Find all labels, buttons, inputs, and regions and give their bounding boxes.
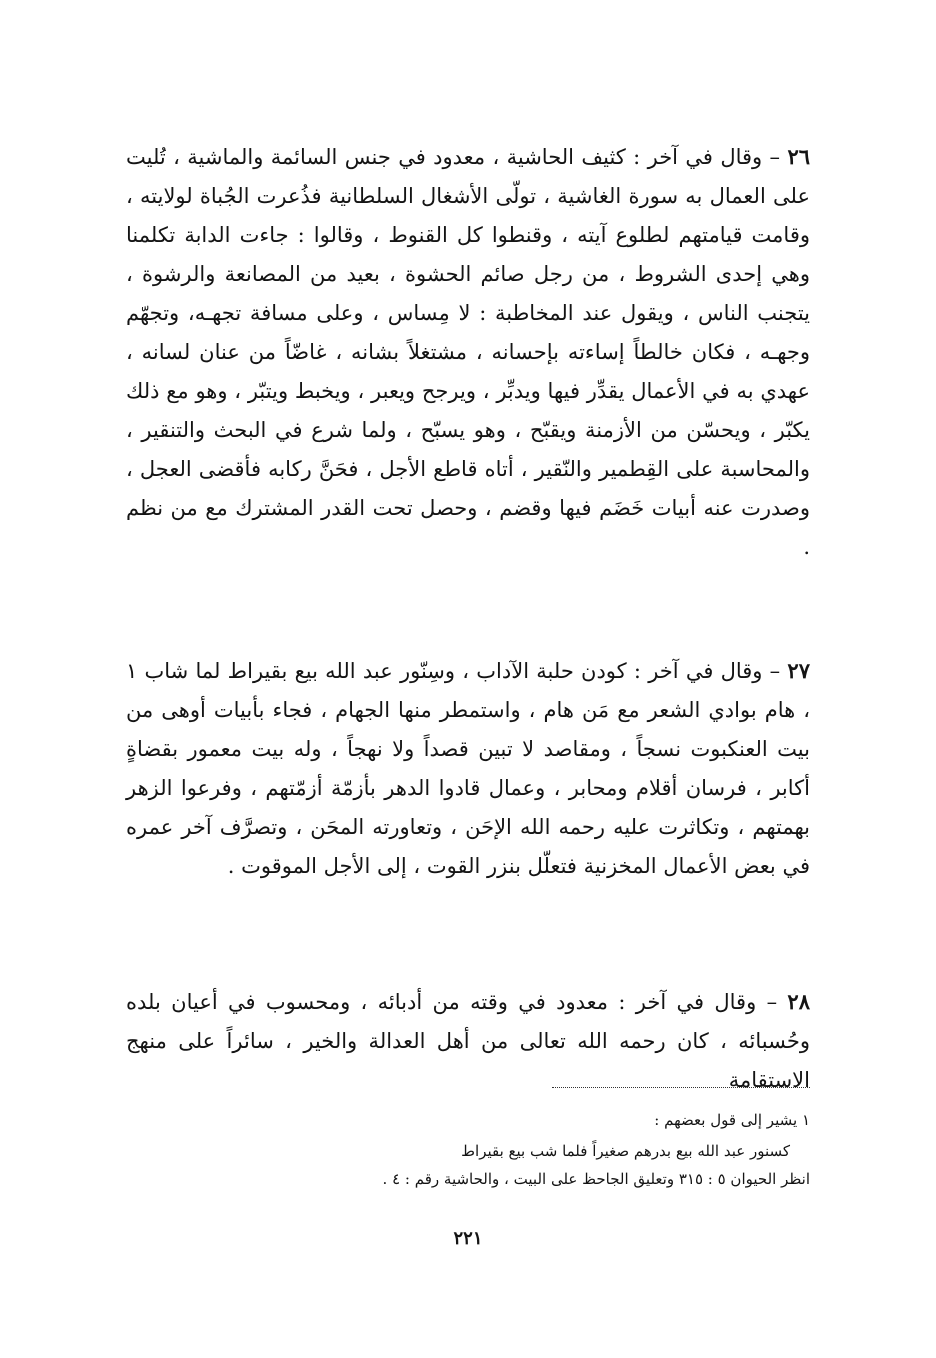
footnote-line: ١ يشير إلى قول بعضهم :: [654, 1111, 810, 1129]
paragraph-27: [126, 651, 810, 886]
footnote-verse: كسنور عبد الله بيع بدرهم صغيراً فلما شب بيع بقيراط: [461, 1142, 790, 1160]
paragraph-28: [126, 982, 810, 1100]
footnote-reference: انظر الحيوان ٥ : ٣١٥ وتعليق الجاحظ على البيت ، والحاشية رقم : ٤ .: [382, 1170, 810, 1188]
paragraph-number: ٢٧: [787, 658, 810, 683]
paragraph-26: [126, 137, 810, 567]
paragraph-text: – وقال في آخر : معدود في وقته من أدبائه ، ومحسوب في أعيان بلده وحُسبائه ، كان رحمه الله تعالى من أهل العدالة والخير ، سائراً على منهج الاستقامة: [126, 990, 810, 1092]
paragraph-number: ٢٦: [787, 144, 810, 169]
paragraph-text: – وقال في آخر : كودن حلبة الآداب ، وسِنّور عبد الله بيع بقيراط لما شاب ١ ، هام بوادي الشعر مع مَن هام ، واستمطر منها الجهام ، فجاء بأبيات أوهى من بيت العنكبوت نسجاً ، ومقاصد لا تبين قصداً ولا نهجاً ، وله بيت معمور بقضاةٍ أكابر ، فرسان أقلام ومحابر ، وعمال قادوا الدهر بأزمّة أزمّتهم ، وفرعوا الزهر بهمتهم ، وتكاثرت عليه رحمه الله الإحَن ، وتعاورته المحَن ، وتصرَّف آخر عمره في بعض الأعمال المخزنية فتعلّل بنزر القوت ، إلى الأجل الموقوت .: [126, 659, 810, 878]
paragraph-number: ٢٨: [787, 989, 810, 1014]
page-number: ٢٢١: [453, 1228, 483, 1249]
paragraph-text: – وقال في آخر : كثيف الحاشية ، معدود في جنس السائمة والماشية ، تُليت على العمال به سورة الغاشية ، تولّى الأشغال السلطانية فذُعرت الجُباة لولايته ، وقامت قيامتهم لطلوع آيته ، وقنطوا كل القنوط ، وقالوا : جاءت الدابة تكلمنا وهي إحدى الشروط ، من رجل صائم الحشوة ، بعيد من المصانعة والرشوة ، يتجنب الناس ، ويقول عند المخاطبة : لا مِساس ، وعلى مسافة تجهـه، وتجهّم وجهـه ، فكان خالطاً إساءته بإحسانه ، مشتغلاً بشانه ، غاضّاً من عنان لسانه ، عهدي به في الأعمال يقدِّر فيها ويدبِّر ، ويرجح ويعبر ، ويخبط ويتبّر ، وهو مع ذلك يكبّر ، ويحسّن من الأزمنة ويقبّح ، وهو يسبّح ، ولما شرع في البحث والتنقير ، والمحاسبة على القِطمير والنّقير ، أتاه قاطع الأجل ، فحَنَّ ركابه فأقضى العجل ، وصدرت عنه أبيات خَضَم فيها وقضم ، وحصل تحت القدر المشترك مع من نظم .: [126, 145, 810, 559]
footnote-divider: [552, 1087, 810, 1088]
